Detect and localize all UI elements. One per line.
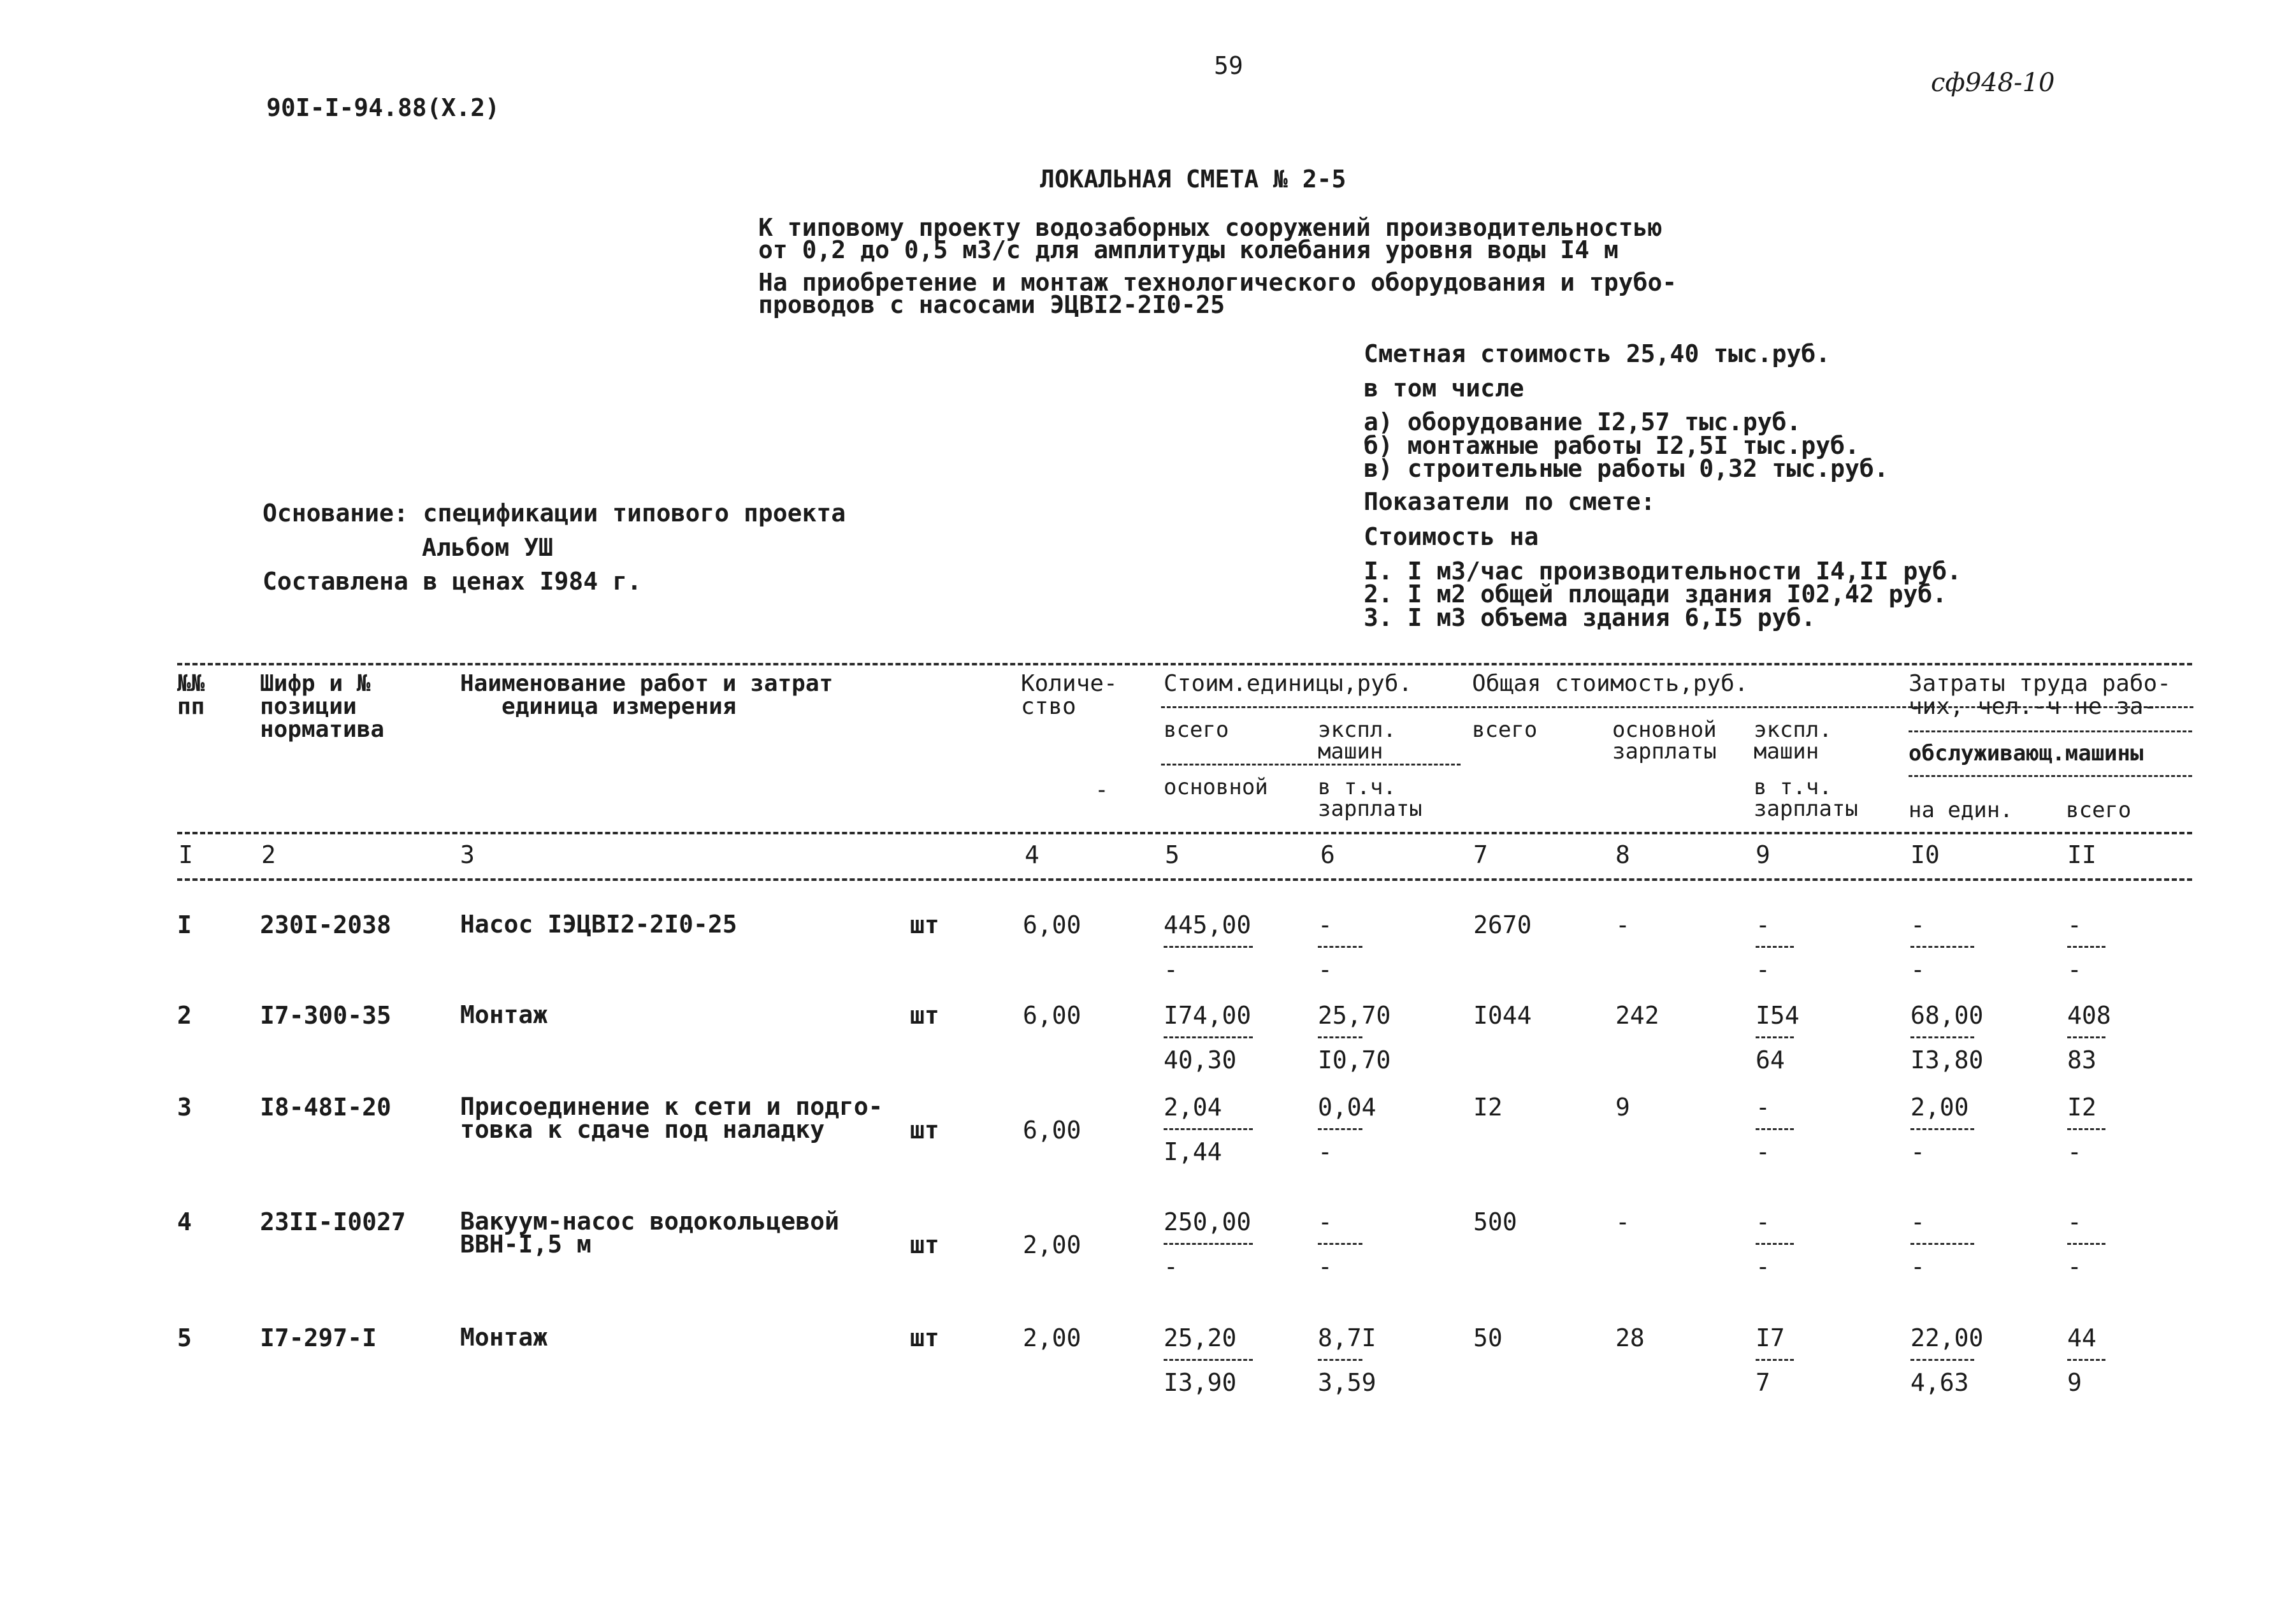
- fraction-rule: [2067, 1036, 2105, 1038]
- indicator-3: 3. I м3 объема здания 6,I5 руб.: [1364, 604, 1816, 632]
- row-unit: шт: [910, 1001, 939, 1029]
- row-quantity: 6,00: [1023, 1116, 1081, 1144]
- row-total-basic-wage: -: [1615, 1208, 1630, 1236]
- row-unit-cost-machine-wage: I0,70: [1318, 1046, 1391, 1074]
- header-name: Наименование работ и затрат единица измерения: [460, 671, 834, 720]
- row-unit-cost-machines: -: [1318, 1208, 1332, 1236]
- labor-rule-1: [1909, 730, 2192, 732]
- row-number: I: [177, 911, 192, 939]
- row-name: Присоединение к сети и подго- товка к сдаче под наладку: [460, 1093, 883, 1144]
- indicators-label: Показатели по смете:: [1364, 488, 1656, 516]
- row-name: Насос IЭЦВI2-2I0-25: [460, 910, 737, 938]
- cost-construction: в) строительные работы 0,32 тыс.руб.: [1364, 454, 1889, 483]
- fraction-rule: [1164, 1036, 1253, 1038]
- row-unit: шт: [910, 1324, 939, 1352]
- row-total-machines: -: [1756, 1093, 1770, 1121]
- row-unit-cost-basic-wage: 40,30: [1164, 1046, 1237, 1074]
- header-labor: Затраты труда рабо- чих, чел.-ч не за-: [1909, 671, 2171, 720]
- subtitle-line-4: проводов с насосами ЭЦВI2-2I0-25: [758, 291, 1225, 319]
- row-number: 3: [177, 1093, 192, 1121]
- page-number: 59: [1214, 52, 1243, 80]
- row-labor-per-unit: -: [1910, 1208, 1925, 1236]
- row-code: I7-300-35: [260, 1001, 391, 1029]
- table-top-rule: [177, 663, 2192, 665]
- header-unit-cost: Стоим.единицы,руб.: [1164, 671, 1413, 697]
- including-label: в том числе: [1364, 374, 1524, 402]
- row-total-cost: 2670: [1473, 911, 1532, 939]
- row-name: Монтаж: [460, 1323, 548, 1351]
- row-labor-per-unit-machine: -: [1910, 1252, 1925, 1281]
- row-total-machines: I54: [1756, 1001, 1800, 1029]
- row-unit-cost-machines: 0,04: [1318, 1093, 1376, 1121]
- row-name: Монтаж: [460, 1001, 548, 1029]
- row-unit-cost-machine-wage: 3,59: [1318, 1369, 1376, 1397]
- row-name: Вакуум-насос водокольцевой ВВН-I,5 м: [460, 1207, 839, 1259]
- row-total-machine-wage: -: [1756, 955, 1770, 984]
- header-quantity: Количе- ство: [1021, 671, 1118, 720]
- document-title: ЛОКАЛЬНАЯ СМЕТА № 2-5: [1040, 165, 1347, 193]
- fraction-rule: [1164, 946, 1253, 948]
- header-total-cost: Общая стоимость,руб.: [1472, 671, 1749, 697]
- header-num: №№ пп: [177, 671, 205, 720]
- subtitle-line-3: На приобретение и монтаж технологического оборудования и трубо-: [758, 268, 1677, 296]
- header-labor-sub: обслуживающ.машины: [1909, 741, 2144, 766]
- row-labor-per-unit-machine: -: [1910, 1138, 1925, 1166]
- row-quantity: 6,00: [1023, 1001, 1081, 1029]
- row-unit: шт: [910, 1231, 939, 1259]
- row-quantity: 2,00: [1023, 1324, 1081, 1352]
- row-unit-cost-total: I74,00: [1164, 1001, 1252, 1029]
- row-labor-total-machine: 83: [2067, 1046, 2097, 1074]
- row-unit-cost-machine-wage: -: [1318, 1252, 1332, 1281]
- row-unit-cost-basic-wage: I3,90: [1164, 1369, 1237, 1397]
- row-total-cost: I2: [1473, 1093, 1503, 1121]
- fraction-rule: [1318, 1359, 1362, 1361]
- row-number: 2: [177, 1001, 192, 1029]
- fraction-rule: [1910, 1243, 1974, 1245]
- header-uc-wages: в т.ч. зарплаты: [1318, 774, 1422, 822]
- fraction-rule: [2067, 1128, 2105, 1130]
- row-labor-total-machine: -: [2067, 1252, 2082, 1281]
- row-total-basic-wage: 28: [1615, 1324, 1645, 1352]
- row-unit-cost-total: 445,00: [1164, 911, 1252, 939]
- row-labor-total-machine: -: [2067, 1138, 2082, 1166]
- row-unit-cost-total: 250,00: [1164, 1208, 1252, 1236]
- row-unit-cost-total: 25,20: [1164, 1324, 1237, 1352]
- cost-per-label: Стоимость на: [1364, 523, 1539, 551]
- fraction-rule: [2067, 946, 2105, 948]
- row-labor-total: -: [2067, 1208, 2082, 1236]
- header-tc-total: всего: [1472, 717, 1538, 743]
- subtitle-line-2: от 0,2 до 0,5 м3/с для амплитуды колебания уровня воды I4 м: [758, 236, 1619, 264]
- header-quantity-dash: -: [1095, 777, 1109, 803]
- row-unit-cost-total: 2,04: [1164, 1093, 1222, 1121]
- column-number: 5: [1165, 841, 1180, 869]
- row-total-machines: I7: [1756, 1324, 1785, 1352]
- row-labor-per-unit: 22,00: [1910, 1324, 1984, 1352]
- column-numbers-rule: [177, 878, 2192, 881]
- row-code: 230I-2038: [260, 911, 391, 939]
- subtitle-line-1: К типовому проекту водозаборных сооружений производительностью: [758, 214, 1663, 242]
- fraction-rule: [1164, 1243, 1253, 1245]
- row-labor-per-unit-machine: I3,80: [1910, 1046, 1984, 1074]
- header-uc-machines: экспл. машин: [1318, 717, 1396, 764]
- column-number: 6: [1320, 841, 1335, 869]
- fraction-rule: [1756, 1359, 1794, 1361]
- fraction-rule: [1164, 1359, 1253, 1361]
- row-code: 23II-I0027: [260, 1208, 406, 1236]
- row-total-machines: -: [1756, 911, 1770, 939]
- header-uc-basic: основной: [1164, 774, 1268, 800]
- row-total-machines: -: [1756, 1208, 1770, 1236]
- fraction-rule: [1318, 1036, 1362, 1038]
- row-total-cost: 500: [1473, 1208, 1517, 1236]
- row-labor-per-unit: -: [1910, 911, 1925, 939]
- row-total-cost: 50: [1473, 1324, 1503, 1352]
- indicator-2: 2. I м2 общей площади здания I02,42 руб.: [1364, 580, 1947, 608]
- fraction-rule: [1318, 1243, 1362, 1245]
- row-labor-per-unit: 2,00: [1910, 1093, 1969, 1121]
- header-bottom-rule: [177, 832, 2192, 834]
- fraction-rule: [1318, 946, 1362, 948]
- row-unit-cost-basic-wage: -: [1164, 955, 1178, 984]
- header-code: Шифр и № позиции норматива: [260, 671, 385, 743]
- header-tc-basic: основной зарплаты: [1612, 717, 1717, 764]
- row-unit: шт: [910, 1116, 939, 1144]
- fraction-rule: [1756, 1036, 1794, 1038]
- row-labor-per-unit: 68,00: [1910, 1001, 1984, 1029]
- column-number: II: [2067, 841, 2097, 869]
- column-number: 8: [1615, 841, 1630, 869]
- column-number: 7: [1473, 841, 1488, 869]
- fraction-rule: [2067, 1359, 2105, 1361]
- fraction-rule: [2067, 1243, 2105, 1245]
- document-code: 90I-I-94.88(X.2): [266, 94, 500, 122]
- basis-album: Альбом УШ: [422, 534, 553, 562]
- row-unit-cost-machines: 25,70: [1318, 1001, 1391, 1029]
- header-labor-unit: на един.: [1909, 797, 2013, 823]
- fraction-rule: [1910, 946, 1974, 948]
- row-total-machine-wage: -: [1756, 1138, 1770, 1166]
- indicator-1: I. I м3/час производительности I4,II руб.: [1364, 557, 1961, 585]
- row-quantity: 2,00: [1023, 1231, 1081, 1259]
- estimated-cost: Сметная стоимость 25,40 тыс.руб.: [1364, 340, 1831, 368]
- row-total-machine-wage: -: [1756, 1252, 1770, 1281]
- basis-line-1: Основание: спецификации типового проекта: [263, 499, 846, 527]
- row-unit: шт: [910, 911, 939, 939]
- row-labor-total-machine: -: [2067, 955, 2082, 984]
- row-unit-cost-machines: 8,7I: [1318, 1324, 1376, 1352]
- fraction-rule: [1164, 1128, 1253, 1130]
- fraction-rule: [1756, 1128, 1794, 1130]
- row-unit-cost-machine-wage: -: [1318, 1138, 1332, 1166]
- cost-installation: б) монтажные работы I2,5I тыс.руб.: [1364, 432, 1859, 460]
- column-number: 3: [460, 841, 475, 869]
- row-total-machine-wage: 7: [1756, 1369, 1770, 1397]
- header-tc-wages: в т.ч. зарплаты: [1754, 774, 1858, 822]
- column-number: 9: [1756, 841, 1770, 869]
- column-number: I0: [1910, 841, 1940, 869]
- fraction-rule: [1756, 1243, 1794, 1245]
- row-unit-cost-basic-wage: -: [1164, 1252, 1178, 1281]
- fraction-rule: [1910, 1036, 1974, 1038]
- labor-rule-2: [1909, 775, 2192, 777]
- basis-prices: Составлена в ценах I984 г.: [263, 567, 642, 595]
- header-tc-machines: экспл. машин: [1754, 717, 1832, 764]
- row-total-basic-wage: 9: [1615, 1093, 1630, 1121]
- fraction-rule: [1910, 1359, 1974, 1361]
- cost-equipment: а) оборудование I2,57 тыс.руб.: [1364, 408, 1801, 436]
- row-total-basic-wage: -: [1615, 911, 1630, 939]
- handwritten-code: сф948-10: [1931, 68, 2055, 98]
- row-labor-per-unit-machine: -: [1910, 955, 1925, 984]
- row-unit-cost-machines: -: [1318, 911, 1332, 939]
- row-quantity: 6,00: [1023, 911, 1081, 939]
- header-uc-total: всего: [1164, 717, 1229, 743]
- fraction-rule: [1910, 1128, 1974, 1130]
- row-labor-total: 44: [2067, 1324, 2097, 1352]
- row-labor-total: I2: [2067, 1093, 2097, 1121]
- row-number: 5: [177, 1324, 192, 1352]
- row-code: I8-48I-20: [260, 1093, 391, 1121]
- fraction-rule: [1756, 946, 1794, 948]
- row-total-basic-wage: 242: [1615, 1001, 1659, 1029]
- row-code: I7-297-I: [260, 1324, 377, 1352]
- header-labor-total: всего: [2066, 797, 2132, 823]
- row-unit-cost-basic-wage: I,44: [1164, 1138, 1222, 1166]
- machine-rule: [1161, 764, 1461, 766]
- column-number: 4: [1025, 841, 1039, 869]
- row-labor-total: -: [2067, 911, 2082, 939]
- row-labor-total: 408: [2067, 1001, 2111, 1029]
- row-total-cost: I044: [1473, 1001, 1532, 1029]
- row-unit-cost-machine-wage: -: [1318, 955, 1332, 984]
- row-labor-total-machine: 9: [2067, 1369, 2082, 1397]
- column-number: I: [178, 841, 193, 869]
- column-number: 2: [261, 841, 276, 869]
- row-total-machine-wage: 64: [1756, 1046, 1785, 1074]
- row-labor-per-unit-machine: 4,63: [1910, 1369, 1969, 1397]
- row-number: 4: [177, 1208, 192, 1236]
- fraction-rule: [1318, 1128, 1362, 1130]
